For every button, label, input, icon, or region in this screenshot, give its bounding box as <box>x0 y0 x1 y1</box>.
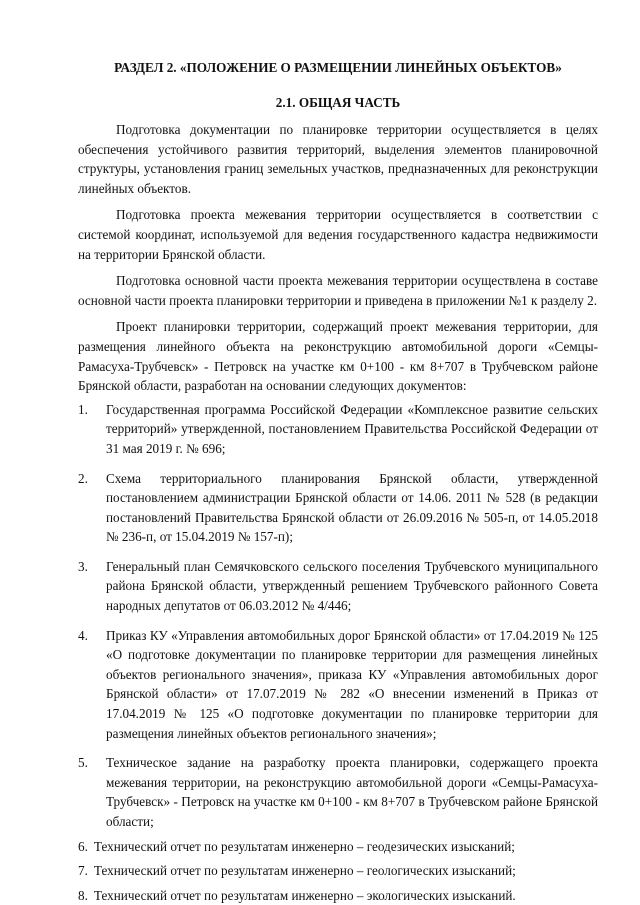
list-item-text: Техническое задание на разработку проекта планировки, содержащего проекта межевания территории, на реконструкцию автомобильной дороги «Семцы-Рамасуха-Трубчевск» - Петровск на участке км 0+100 - км 8+707 в Трубчевском районе Брянской области; <box>106 755 598 829</box>
document-body <box>78 120 598 905</box>
list-item <box>78 837 598 857</box>
list-item-number: 7. <box>78 863 88 879</box>
list-item-text: Технический отчет по результатам инженерно – экологических изысканий. <box>93 887 516 903</box>
list-item-number: 2. <box>78 470 88 486</box>
list-item-number: 3. <box>78 558 88 574</box>
list-item <box>78 400 598 459</box>
list-item <box>78 469 598 547</box>
list-item-text: Технический отчет по результатам инженерно – геодезических изысканий; <box>93 838 515 854</box>
list-item-text: Приказ КУ «Управления автомобильных дорог Брянской области» от 17.04.2019 № 125 «О подготовке документации по планировке территории для размещения линейных объектов регионального значения», приказа КУ «Управления автомобильных дорог Брянской области» от 17.07.2019 № 282 «О внесении изменений в Приказ от 17.04.2019 № 125 «О подготовке документации по планировке территории для размещения линейных объектов регионального значения»; <box>106 627 598 741</box>
list-item-text: Схема территориального планирования Брянской области, утвержденной постановлением администрации Брянской области от 14.06. 2011 № 528 (в редакции постановлений Правительства Брянской области от 26.09.2016 № 505-п, от 14.05.2018 № 236-п, от 15.04.2019 № 157-п); <box>106 470 598 545</box>
list-item-number: 4. <box>78 627 88 643</box>
list-item <box>78 626 598 744</box>
list-item <box>78 753 598 831</box>
list-item-number: 5. <box>78 755 88 771</box>
section-title: РАЗДЕЛ 2. «ПОЛОЖЕНИЕ О РАЗМЕЩЕНИИ ЛИНЕЙНЫХ ОБЪЕКТОВ» <box>114 60 562 75</box>
list-item-number: 6. <box>78 838 88 854</box>
paragraph: Проект планировки территории, содержащий проект межевания территории, для размещения линейного объекта на реконструкцию автомобильной дороги «Семцы-Рамасуха-Трубчевск» - Петровск на участке км 0+100 - км 8+707 в Трубчевском районе Брянской области, разработан на основании следующих документов: <box>78 319 598 394</box>
list-item-number: 1. <box>78 401 88 417</box>
list-item-text: Генеральный план Семячковского сельского поселения Трубчевского муниципального района Брянской области, утвержденный решением Трубчевского районного Совета народных депутатов от 06.03.2012 № 4/446; <box>106 558 598 614</box>
paragraph: Подготовка документации по планировке территории осуществляется в целях обеспечения устойчивого развития территорий, выделения элементов планировочной структуры, установления границ земельных участков, предназначенных для реконструкции линейных объектов. <box>78 122 598 196</box>
subsection-title: 2.1. ОБЩАЯ ЧАСТЬ <box>275 95 401 110</box>
list-item-text: Государственная программа Российской Федерации «Комплексное развитие сельских территорий» утвержденной, постановлением Правительства Российской Федерации от 31 мая 2019 г. № 696; <box>106 401 598 456</box>
paragraph: Подготовка проекта межевания территории осуществляется в соответствии с системой координат, используемой для ведения государственного кадастра недвижимости на территории Брянской области. <box>78 207 598 262</box>
documents-list <box>78 400 598 905</box>
list-item <box>78 861 598 881</box>
list-item <box>78 557 598 616</box>
list-item-text: Технический отчет по результатам инженерно – геологических изысканий; <box>93 863 516 879</box>
paragraph: Подготовка основной части проекта межевания территории осуществлена в составе основной части проекта планировки территории и приведена в приложении №1 к разделу 2. <box>78 273 598 308</box>
list-item <box>78 886 598 905</box>
list-item-number: 8. <box>78 887 88 903</box>
